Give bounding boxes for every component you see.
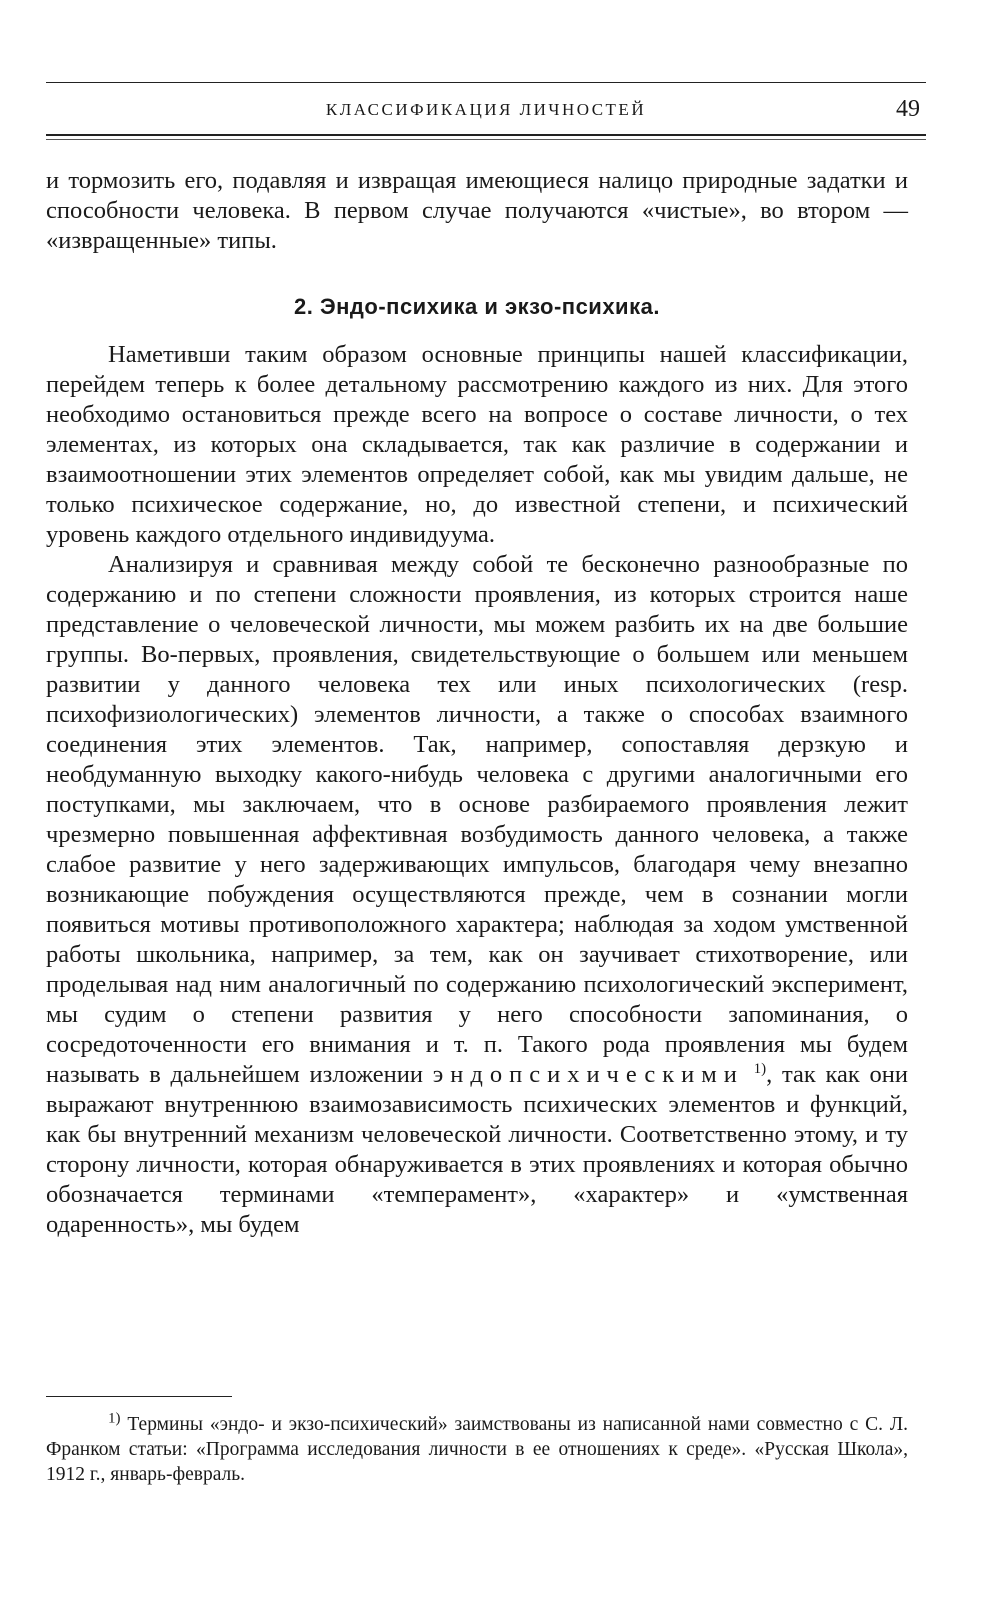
top-rule [46, 82, 926, 83]
paragraph-2 [46, 550, 908, 1240]
main-text-block [46, 340, 908, 1240]
header-rule-thin [46, 139, 926, 140]
paragraph-2-part-2: , так как они выражают внутреннюю взаимозависимость психических элементов и функций, как бы внутренний механизм человеческой личности. Соответственно этому, и ту сторону личности, которая обнаруживается в этих проявлениях и которая обычно обозначается терминами «темперамент», «характер» и «умственная одаренность», мы будем [46, 1061, 908, 1238]
section-heading: 2. Эндо-психика и экзо-психика. [294, 294, 660, 319]
header-rule [46, 134, 926, 136]
page-number: 49 [896, 96, 920, 122]
footnote-rule [46, 1396, 232, 1397]
paragraph-2-part-1: Анализируя и сравнивая между собой те бесконечно разнообразные по содержанию и по степени сложности проявления, из которых строится наше представление о человеческой личности, мы можем разбить их на две большие группы. Во-первых, проявления, свидетельствующие о большем или меньшем развитии у данного человека тех или иных психологических (resp. психофизиологических) элементов личности, а также о способах взаимного соединения этих элементов. Так, например, сопоставляя дерзкую и необдуманную выходку какого-нибудь человека с другими аналогичными его поступками, мы заключаем, что в основе разбираемого проявления лежит чрезмерно повышенная аффективная возбудимость данного человека, а также слабое развитие у него задерживающих импульсов, благодаря чему внезапно возникающие побуждения осуществляются прежде, чем в сознании могли появиться мотивы противоположного характера; наблюдая за ходом умственной работы школьника, например, за тем, как он заучивает стихотворение, или проделывая над ним аналогичный по содержанию психологический эксперимент, мы судим о степени развития у него способности запоминания, о сосредоточенности его внимания и т. п. Такого рода проявления мы будем называть в дальнейшем изложении [46, 551, 908, 1088]
continuation-block [46, 166, 908, 256]
footnote-text: Термины «эндо- и экзо-психический» заимствованы из написанной нами совместно с С. Л. Франком статьи: «Программа исследования личности в ее отношениях к среде». «Русская Школа», 1912 г., январь-февраль. [46, 1414, 908, 1485]
emphasized-term: эндопсихическими [432, 1061, 744, 1088]
footnote-marker: 1) [108, 1410, 121, 1427]
running-title: КЛАССИФИКАЦИЯ ЛИЧНОСТЕЙ [325, 100, 647, 119]
footnote [46, 1412, 908, 1487]
footnote-reference: 1) [753, 1060, 767, 1077]
continuation-paragraph: и тормозить его, подавляя и извращая имеющиеся налицо природные задатки и способности человека. В первом случае получаются «чистые», во втором — «извращенные» типы. [46, 167, 908, 254]
paragraph-1: Наметивши таким образом основные принципы нашей классификации, перейдем теперь к более детальному рассмотрению каждого из них. Для этого необходимо остановиться прежде всего на вопросе о составе личности, о тех элементах, из которых она складывается, так как различие в содержании и взаимоотношении этих элементов определяет собой, как мы увидим дальше, не только психическое содержание, но, до известной степени, и психический уровень каждого отдельного индивидуума. [46, 341, 908, 548]
running-head [46, 96, 926, 130]
